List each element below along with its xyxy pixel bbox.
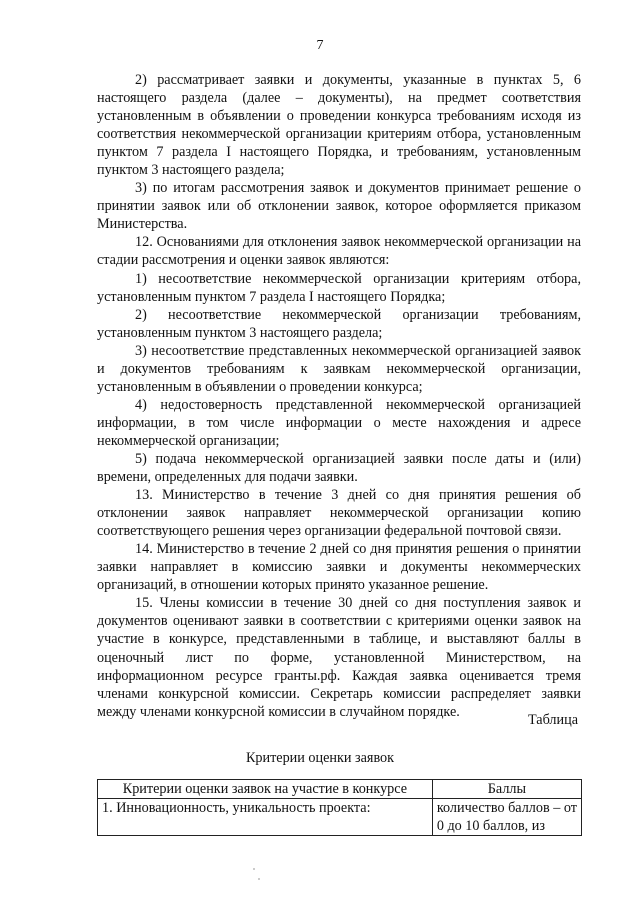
paragraph-11-3: 3) по итогам рассмотрения заявок и документов принимает решение о принятии заявок или об отклонении заявок, которое оформляется приказом Министерства.	[97, 180, 581, 233]
body-text	[97, 71, 581, 721]
table-title: Критерии оценки заявок	[245, 750, 395, 766]
table-header-score: Баллы	[432, 780, 581, 799]
paragraph-14: 14. Министерство в течение 2 дней со дня принятия решения о принятии заявки направляет в комиссию заявки и документы некоммерческих организаций, в отношении которых принято указанное решение.	[97, 541, 581, 594]
table-cell-criteria: 1. Инновационность, уникальность проекта:	[98, 799, 433, 836]
paragraph-12: 12. Основаниями для отклонения заявок некоммерческой организации на стадии рассмотрения и оценки заявок являются:	[97, 234, 581, 269]
page-number: 7	[316, 38, 324, 53]
table-label: Таблица	[527, 712, 578, 728]
table-row	[98, 799, 582, 836]
paragraph-12-3: 3) несоответствие представленных некоммерческой организацией заявок и документов требованиям к заявкам некоммерческой организации, установленным в объявлении о проведении конкурса;	[97, 342, 581, 395]
paragraph-12-1: 1) несоответствие некоммерческой организации критериям отбора, установленным пунктом 7 раздела I настоящего Порядка;	[97, 270, 581, 305]
paragraph-13: 13. Министерство в течение 3 дней со дня принятия решения об отклонении заявок направляет некоммерческой организации копию соответствующего решения через организации федеральной почтовой связи.	[97, 487, 581, 540]
table-cell-score: количество баллов – от 0 до 10 баллов, из	[432, 799, 581, 836]
paragraph-15: 15. Члены комиссии в течение 30 дней со дня поступления заявок и документов оценивают заявки в соответствии с критериями оценки заявок на участие в конкурсе, представленными в таблице, и выставляют баллы в оценочный лист по форме, установленной Министерством, на информационном ресурсе гранты.рф. Каждая заявка оценивается тремя членами конкурсной комиссии. Секретарь комиссии распределяет заявки между членами конкурсной комиссии в случайном порядке.	[97, 595, 581, 720]
paragraph-12-2: 2) несоответствие некоммерческой организации требованиям, установленным пунктом 3 настоящего раздела;	[97, 306, 581, 341]
scan-speck	[253, 868, 255, 870]
scan-speck	[258, 878, 260, 880]
paragraph-12-4: 4) недостоверность представленной некоммерческой организацией информации, в том числе информации о месте нахождения и адресе некоммерческой организации;	[97, 396, 581, 449]
table-header-row	[98, 780, 582, 799]
table-header-criteria: Критерии оценки заявок на участие в конкурсе	[98, 780, 433, 799]
paragraph-11-2: 2) рассматривает заявки и документы, указанные в пунктах 5, 6 настоящего раздела (далее – документы), на предмет соответствия установленным в объявлении о проведении конкурса требованиям исходя из соответствия некоммерческой организации критериям отбора, установленным пунктом 7 раздела I настоящего Порядка, и требованиям, установленным пунктом 3 настоящего раздела;	[97, 72, 581, 179]
paragraph-12-5: 5) подача некоммерческой организацией заявки после даты и (или) времени, определенных для подачи заявки.	[97, 450, 581, 486]
criteria-table	[97, 779, 582, 836]
